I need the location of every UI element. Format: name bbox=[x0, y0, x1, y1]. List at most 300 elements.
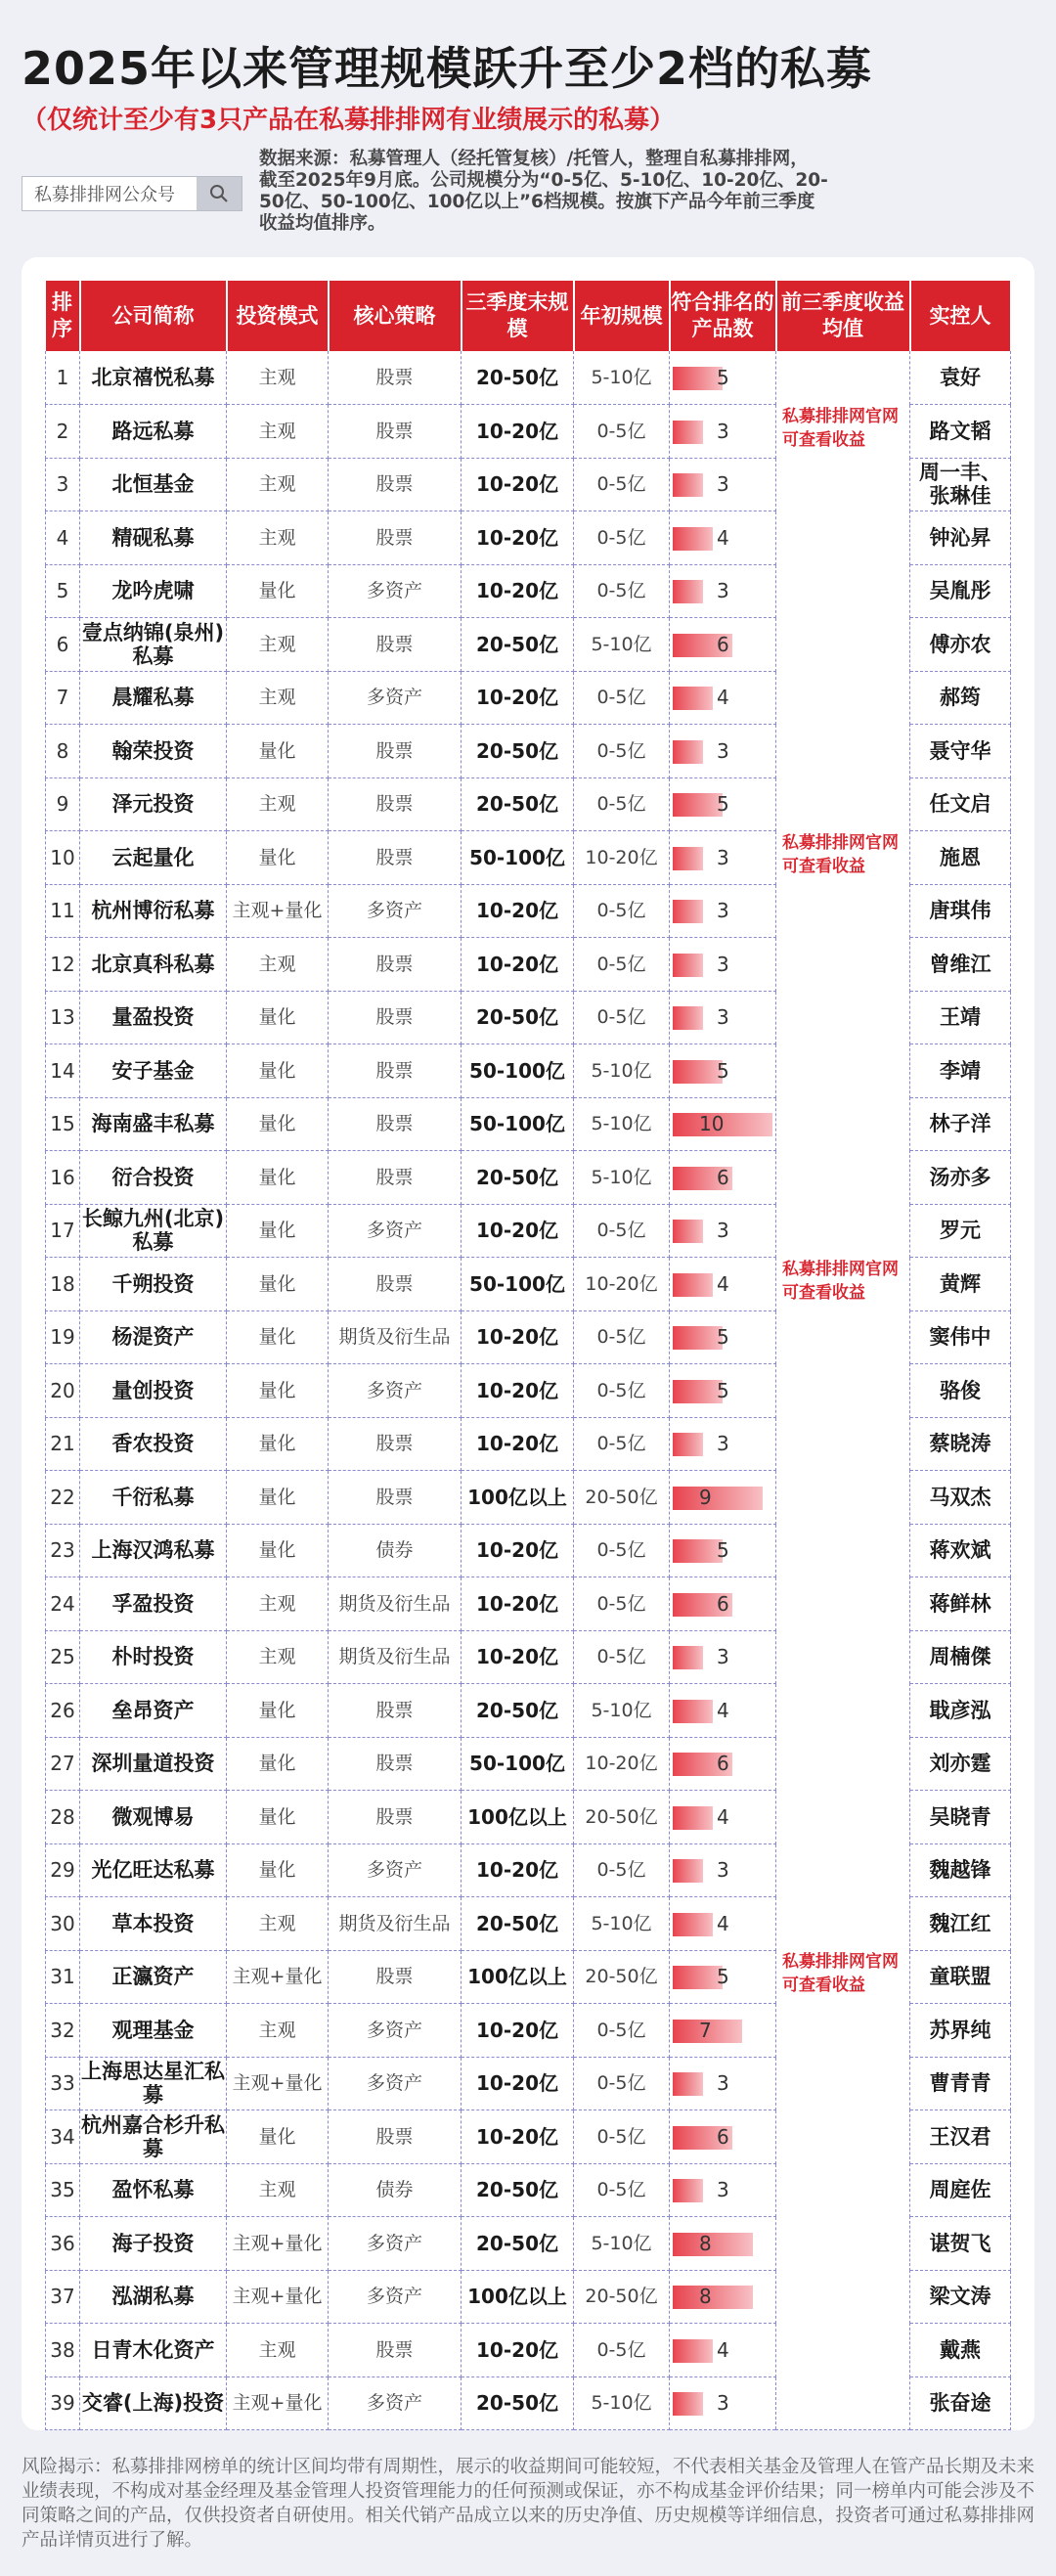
header-mode: 投资模式 bbox=[227, 281, 329, 351]
init-scale-cell: 0-5亿 bbox=[574, 1310, 670, 1364]
init-scale-cell: 0-5亿 bbox=[574, 2110, 670, 2164]
rank-cell: 36 bbox=[46, 2217, 80, 2271]
product-count-cell bbox=[670, 2324, 776, 2377]
page-title: 2025年以来管理规模跃升至少2档的私募 bbox=[22, 42, 873, 95]
product-count-cell bbox=[670, 1897, 776, 1951]
count-value: 5 bbox=[717, 1538, 729, 1563]
rank-cell: 5 bbox=[46, 564, 80, 618]
rank-cell: 27 bbox=[46, 1737, 80, 1791]
count-bar bbox=[673, 1273, 713, 1297]
strategy-cell: 多资产 bbox=[329, 1204, 462, 1258]
init-scale-cell: 0-5亿 bbox=[574, 2324, 670, 2377]
q3-scale-cell: 10-20亿 bbox=[462, 1843, 574, 1897]
rank-cell: 11 bbox=[46, 884, 80, 938]
controller-cell: 窦伟中 bbox=[910, 1310, 1011, 1364]
company-cell: 量盈投资 bbox=[80, 991, 227, 1044]
q3-scale-cell: 10-20亿 bbox=[462, 671, 574, 725]
init-scale-cell: 0-5亿 bbox=[574, 725, 670, 778]
strategy-cell: 债券 bbox=[329, 1524, 462, 1577]
return-note: 私募排排网官网可查看收益 bbox=[782, 406, 899, 450]
init-scale-cell: 5-10亿 bbox=[574, 1897, 670, 1951]
strategy-cell: 股票 bbox=[329, 511, 462, 565]
rank-cell: 25 bbox=[46, 1630, 80, 1684]
product-count-cell bbox=[670, 1204, 776, 1258]
company-cell: 孚盈投资 bbox=[80, 1577, 227, 1631]
init-scale-cell: 0-5亿 bbox=[574, 1364, 670, 1418]
table-header-row bbox=[46, 281, 1011, 351]
product-count-cell bbox=[670, 458, 776, 511]
source-line: 收益均值排序。 bbox=[259, 213, 386, 234]
source-line: 数据来源：私募管理人（经托管复核）/托管人，整理自私募排排网， bbox=[259, 149, 809, 169]
mode-cell: 主观 bbox=[227, 458, 329, 511]
count-bar bbox=[673, 1700, 713, 1723]
mode-cell: 主观 bbox=[227, 405, 329, 459]
strategy-cell: 多资产 bbox=[329, 884, 462, 938]
init-scale-cell: 5-10亿 bbox=[574, 2217, 670, 2271]
mode-cell: 主观+量化 bbox=[227, 2376, 329, 2430]
mode-cell: 量化 bbox=[227, 564, 329, 618]
company-cell: 上海思达星汇私募 bbox=[80, 2057, 227, 2110]
strategy-cell: 股票 bbox=[329, 405, 462, 459]
init-scale-cell: 0-5亿 bbox=[574, 564, 670, 618]
count-bar bbox=[673, 1006, 703, 1030]
controller-cell: 刘亦霆 bbox=[910, 1737, 1011, 1791]
strategy-cell: 股票 bbox=[329, 725, 462, 778]
mode-cell: 主观 bbox=[227, 1897, 329, 1951]
company-cell: 龙吟虎啸 bbox=[80, 564, 227, 618]
header-company: 公司简称 bbox=[80, 281, 227, 351]
init-scale-cell: 0-5亿 bbox=[574, 458, 670, 511]
count-value: 3 bbox=[717, 845, 729, 869]
count-bar bbox=[673, 1326, 723, 1350]
count-value: 6 bbox=[717, 1752, 729, 1776]
count-bar bbox=[673, 473, 703, 497]
strategy-cell: 股票 bbox=[329, 1417, 462, 1471]
q3-scale-cell: 100亿以上 bbox=[462, 1471, 574, 1525]
return-note: 私募排排网官网可查看收益 bbox=[782, 1952, 899, 1995]
company-cell: 北京真科私募 bbox=[80, 938, 227, 992]
q3-scale-cell: 10-20亿 bbox=[462, 1364, 574, 1418]
table-row bbox=[46, 1950, 1011, 2004]
q3-scale-cell: 10-20亿 bbox=[462, 1204, 574, 1258]
product-count-cell bbox=[670, 938, 776, 992]
company-cell: 千朔投资 bbox=[80, 1258, 227, 1311]
strategy-cell: 股票 bbox=[329, 1097, 462, 1151]
count-value: 8 bbox=[699, 2285, 712, 2309]
mode-cell: 量化 bbox=[227, 831, 329, 885]
count-bar bbox=[673, 2233, 753, 2256]
company-cell: 盈怀私募 bbox=[80, 2163, 227, 2217]
count-bar bbox=[673, 1380, 723, 1403]
rank-cell: 28 bbox=[46, 1791, 80, 1844]
q3-scale-cell: 20-50亿 bbox=[462, 991, 574, 1044]
rank-cell: 7 bbox=[46, 671, 80, 725]
product-count-cell bbox=[670, 991, 776, 1044]
rank-cell: 19 bbox=[46, 1310, 80, 1364]
init-scale-cell: 0-5亿 bbox=[574, 1843, 670, 1897]
controller-cell: 施恩 bbox=[910, 831, 1011, 885]
q3-scale-cell: 10-20亿 bbox=[462, 2324, 574, 2377]
rank-cell: 15 bbox=[46, 1097, 80, 1151]
controller-cell: 戢彦泓 bbox=[910, 1684, 1011, 1738]
strategy-cell: 股票 bbox=[329, 1044, 462, 1098]
count-value: 5 bbox=[717, 366, 729, 389]
table-row bbox=[46, 1258, 1011, 1311]
header-strategy: 核心策略 bbox=[329, 281, 462, 351]
q3-scale-cell: 50-100亿 bbox=[462, 831, 574, 885]
count-value: 5 bbox=[717, 1378, 729, 1402]
company-cell: 微观博易 bbox=[80, 1791, 227, 1844]
rank-cell: 18 bbox=[46, 1258, 80, 1311]
count-bar bbox=[673, 527, 713, 551]
rank-cell: 3 bbox=[46, 458, 80, 511]
table-row bbox=[46, 405, 1011, 459]
count-bar bbox=[673, 1539, 723, 1563]
count-value: 6 bbox=[717, 2124, 729, 2149]
data-source-note bbox=[259, 149, 846, 235]
mode-cell: 量化 bbox=[227, 1843, 329, 1897]
q3-scale-cell: 10-20亿 bbox=[462, 1630, 574, 1684]
strategy-cell: 股票 bbox=[329, 351, 462, 405]
rank-cell: 21 bbox=[46, 1417, 80, 1471]
controller-cell: 骆俊 bbox=[910, 1364, 1011, 1418]
rank-cell: 12 bbox=[46, 938, 80, 992]
product-count-cell bbox=[670, 2376, 776, 2430]
count-value: 3 bbox=[717, 1432, 729, 1456]
init-scale-cell: 5-10亿 bbox=[574, 1044, 670, 1098]
count-value: 4 bbox=[717, 2337, 729, 2362]
strategy-cell: 股票 bbox=[329, 1737, 462, 1791]
product-count-cell bbox=[670, 884, 776, 938]
controller-cell: 聂守华 bbox=[910, 725, 1011, 778]
controller-cell: 周一丰、张琳佳 bbox=[910, 458, 1011, 511]
return-note: 私募排排网官网可查看收益 bbox=[782, 1259, 899, 1303]
rank-cell: 17 bbox=[46, 1204, 80, 1258]
company-cell: 草本投资 bbox=[80, 1897, 227, 1951]
count-value: 10 bbox=[699, 1112, 725, 1136]
return-cell bbox=[776, 1950, 910, 2430]
company-cell: 观理基金 bbox=[80, 2004, 227, 2058]
mode-cell: 量化 bbox=[227, 1524, 329, 1577]
count-bar bbox=[673, 2339, 713, 2363]
count-bar bbox=[673, 1913, 713, 1936]
search-input[interactable]: 私募排排网公众号 bbox=[34, 185, 175, 205]
mode-cell: 量化 bbox=[227, 1097, 329, 1151]
count-value: 8 bbox=[699, 2231, 712, 2255]
init-scale-cell: 0-5亿 bbox=[574, 884, 670, 938]
mode-cell: 量化 bbox=[227, 1258, 329, 1311]
q3-scale-cell: 10-20亿 bbox=[462, 2057, 574, 2110]
count-value: 4 bbox=[717, 525, 729, 550]
strategy-cell: 期货及衍生品 bbox=[329, 1630, 462, 1684]
q3-scale-cell: 10-20亿 bbox=[462, 405, 574, 459]
init-scale-cell: 0-5亿 bbox=[574, 777, 670, 831]
count-bar bbox=[673, 580, 703, 603]
mode-cell: 量化 bbox=[227, 1737, 329, 1791]
controller-cell: 蔡晓涛 bbox=[910, 1417, 1011, 1471]
q3-scale-cell: 10-20亿 bbox=[462, 1577, 574, 1631]
mode-cell: 主观+量化 bbox=[227, 1950, 329, 2004]
product-count-cell bbox=[670, 1524, 776, 1577]
init-scale-cell: 5-10亿 bbox=[574, 1151, 670, 1205]
company-cell: 路远私募 bbox=[80, 405, 227, 459]
init-scale-cell: 20-50亿 bbox=[574, 1471, 670, 1525]
count-bar bbox=[673, 1060, 723, 1084]
count-value: 3 bbox=[717, 1219, 729, 1243]
count-value: 3 bbox=[717, 419, 729, 443]
count-bar bbox=[673, 1859, 703, 1883]
return-cell bbox=[776, 405, 910, 831]
product-count-cell bbox=[670, 1364, 776, 1418]
controller-cell: 蒋欢斌 bbox=[910, 1524, 1011, 1577]
q3-scale-cell: 20-50亿 bbox=[462, 1897, 574, 1951]
init-scale-cell: 0-5亿 bbox=[574, 2163, 670, 2217]
strategy-cell: 股票 bbox=[329, 1791, 462, 1844]
header-return: 前三季度收益均值 bbox=[776, 281, 910, 351]
rank-cell: 34 bbox=[46, 2110, 80, 2164]
header-q3-scale: 三季度末规模 bbox=[462, 281, 574, 351]
product-count-cell bbox=[670, 671, 776, 725]
init-scale-cell: 20-50亿 bbox=[574, 1950, 670, 2004]
count-bar bbox=[673, 1220, 703, 1243]
rank-cell: 29 bbox=[46, 1843, 80, 1897]
product-count-cell bbox=[670, 725, 776, 778]
controller-cell: 魏越锋 bbox=[910, 1843, 1011, 1897]
count-value: 3 bbox=[717, 2071, 729, 2096]
controller-cell: 魏江红 bbox=[910, 1897, 1011, 1951]
q3-scale-cell: 20-50亿 bbox=[462, 2163, 574, 2217]
controller-cell: 郝筠 bbox=[910, 671, 1011, 725]
mode-cell: 主观 bbox=[227, 1577, 329, 1631]
q3-scale-cell: 50-100亿 bbox=[462, 1737, 574, 1791]
product-count-cell bbox=[670, 1471, 776, 1525]
init-scale-cell: 0-5亿 bbox=[574, 938, 670, 992]
init-scale-cell: 10-20亿 bbox=[574, 1258, 670, 1311]
count-bar bbox=[673, 2286, 753, 2309]
source-line: 截至2025年9月底。公司规模分为“0-5亿、5-10亿、10-20亿、20- bbox=[259, 170, 828, 191]
return-note: 私募排排网官网可查看收益 bbox=[782, 832, 899, 876]
rank-cell: 38 bbox=[46, 2324, 80, 2377]
company-cell: 上海汉鸿私募 bbox=[80, 1524, 227, 1577]
strategy-cell: 债券 bbox=[329, 2163, 462, 2217]
mode-cell: 主观 bbox=[227, 2324, 329, 2377]
company-cell: 日青木化资产 bbox=[80, 2324, 227, 2377]
rank-cell: 14 bbox=[46, 1044, 80, 1098]
mode-cell: 量化 bbox=[227, 1310, 329, 1364]
controller-cell: 马双杰 bbox=[910, 1471, 1011, 1525]
init-scale-cell: 0-5亿 bbox=[574, 1630, 670, 1684]
rank-cell: 39 bbox=[46, 2376, 80, 2430]
strategy-cell: 股票 bbox=[329, 831, 462, 885]
q3-scale-cell: 10-20亿 bbox=[462, 511, 574, 565]
init-scale-cell: 5-10亿 bbox=[574, 1684, 670, 1738]
company-cell: 量创投资 bbox=[80, 1364, 227, 1418]
q3-scale-cell: 10-20亿 bbox=[462, 564, 574, 618]
company-cell: 香农投资 bbox=[80, 1417, 227, 1471]
strategy-cell: 多资产 bbox=[329, 671, 462, 725]
q3-scale-cell: 10-20亿 bbox=[462, 884, 574, 938]
rank-cell: 37 bbox=[46, 2270, 80, 2324]
product-count-cell bbox=[670, 351, 776, 405]
rank-cell: 8 bbox=[46, 725, 80, 778]
controller-cell: 蒋鲜林 bbox=[910, 1577, 1011, 1631]
product-count-cell bbox=[670, 2163, 776, 2217]
header-rank: 排序 bbox=[46, 281, 80, 351]
search-button[interactable] bbox=[197, 177, 242, 210]
count-value: 3 bbox=[717, 1005, 729, 1030]
company-cell: 杨湜资产 bbox=[80, 1310, 227, 1364]
product-count-cell bbox=[670, 1737, 776, 1791]
strategy-cell: 股票 bbox=[329, 618, 462, 672]
ranking-table bbox=[45, 281, 1012, 2430]
mode-cell: 主观 bbox=[227, 351, 329, 405]
count-value: 5 bbox=[717, 1965, 729, 1989]
controller-cell: 王靖 bbox=[910, 991, 1011, 1044]
rank-cell: 35 bbox=[46, 2163, 80, 2217]
product-count-cell bbox=[670, 511, 776, 565]
mode-cell: 量化 bbox=[227, 1151, 329, 1205]
controller-cell: 任文启 bbox=[910, 777, 1011, 831]
product-count-cell bbox=[670, 1151, 776, 1205]
count-value: 3 bbox=[717, 899, 729, 923]
company-cell: 泽元投资 bbox=[80, 777, 227, 831]
company-cell: 北京禧悦私募 bbox=[80, 351, 227, 405]
count-value: 6 bbox=[717, 632, 729, 656]
strategy-cell: 股票 bbox=[329, 991, 462, 1044]
rank-cell: 32 bbox=[46, 2004, 80, 2058]
search-box[interactable] bbox=[22, 176, 242, 211]
count-bar bbox=[673, 847, 703, 870]
mode-cell: 量化 bbox=[227, 1204, 329, 1258]
strategy-cell: 股票 bbox=[329, 1258, 462, 1311]
strategy-cell: 多资产 bbox=[329, 2057, 462, 2110]
company-cell: 千衍私募 bbox=[80, 1471, 227, 1525]
search-icon bbox=[209, 184, 229, 203]
controller-cell: 袁好 bbox=[910, 351, 1011, 405]
count-bar bbox=[673, 1487, 763, 1510]
rank-cell: 6 bbox=[46, 618, 80, 672]
mode-cell: 主观 bbox=[227, 671, 329, 725]
return-cell bbox=[776, 351, 910, 405]
count-bar bbox=[673, 687, 713, 710]
count-value: 4 bbox=[717, 1911, 729, 1935]
product-count-cell bbox=[670, 1950, 776, 2004]
strategy-cell: 多资产 bbox=[329, 564, 462, 618]
rank-cell: 13 bbox=[46, 991, 80, 1044]
q3-scale-cell: 10-20亿 bbox=[462, 1310, 574, 1364]
init-scale-cell: 5-10亿 bbox=[574, 1097, 670, 1151]
product-count-cell bbox=[670, 1843, 776, 1897]
init-scale-cell: 20-50亿 bbox=[574, 1791, 670, 1844]
header-controller: 实控人 bbox=[910, 281, 1011, 351]
controller-cell: 周楠傑 bbox=[910, 1630, 1011, 1684]
init-scale-cell: 0-5亿 bbox=[574, 2004, 670, 2058]
mode-cell: 主观 bbox=[227, 511, 329, 565]
count-value: 9 bbox=[699, 1485, 712, 1509]
strategy-cell: 股票 bbox=[329, 1151, 462, 1205]
company-cell: 北恒基金 bbox=[80, 458, 227, 511]
product-count-cell bbox=[670, 2217, 776, 2271]
rank-cell: 20 bbox=[46, 1364, 80, 1418]
controller-cell: 路文韬 bbox=[910, 405, 1011, 459]
product-count-cell bbox=[670, 405, 776, 459]
count-bar bbox=[673, 2072, 703, 2096]
strategy-cell: 期货及衍生品 bbox=[329, 1897, 462, 1951]
header-init-scale: 年初规模 bbox=[574, 281, 670, 351]
q3-scale-cell: 100亿以上 bbox=[462, 1791, 574, 1844]
company-cell: 精砚私募 bbox=[80, 511, 227, 565]
count-value: 6 bbox=[717, 1591, 729, 1616]
strategy-cell: 股票 bbox=[329, 777, 462, 831]
controller-cell: 吴晓青 bbox=[910, 1791, 1011, 1844]
table-row bbox=[46, 831, 1011, 885]
count-bar bbox=[673, 1806, 713, 1830]
init-scale-cell: 0-5亿 bbox=[574, 2057, 670, 2110]
strategy-cell: 股票 bbox=[329, 1950, 462, 2004]
product-count-cell bbox=[670, 2004, 776, 2058]
controller-cell: 罗元 bbox=[910, 1204, 1011, 1258]
controller-cell: 唐琪伟 bbox=[910, 884, 1011, 938]
init-scale-cell: 0-5亿 bbox=[574, 511, 670, 565]
rank-cell: 33 bbox=[46, 2057, 80, 2110]
count-value: 3 bbox=[717, 472, 729, 497]
mode-cell: 主观 bbox=[227, 777, 329, 831]
count-bar bbox=[673, 900, 703, 923]
q3-scale-cell: 20-50亿 bbox=[462, 1684, 574, 1738]
count-value: 5 bbox=[717, 792, 729, 817]
init-scale-cell: 0-5亿 bbox=[574, 1204, 670, 1258]
product-count-cell bbox=[670, 831, 776, 885]
controller-cell: 吴胤彤 bbox=[910, 564, 1011, 618]
product-count-cell bbox=[670, 1310, 776, 1364]
mode-cell: 主观 bbox=[227, 2163, 329, 2217]
q3-scale-cell: 10-20亿 bbox=[462, 2110, 574, 2164]
mode-cell: 量化 bbox=[227, 1044, 329, 1098]
count-bar bbox=[673, 367, 723, 390]
init-scale-cell: 0-5亿 bbox=[574, 1417, 670, 1471]
rank-cell: 26 bbox=[46, 1684, 80, 1738]
count-bar bbox=[673, 421, 703, 444]
q3-scale-cell: 20-50亿 bbox=[462, 1151, 574, 1205]
q3-scale-cell: 50-100亿 bbox=[462, 1258, 574, 1311]
strategy-cell: 股票 bbox=[329, 2324, 462, 2377]
controller-cell: 王汉君 bbox=[910, 2110, 1011, 2164]
product-count-cell bbox=[670, 1044, 776, 1098]
count-value: 4 bbox=[717, 1804, 729, 1829]
count-value: 5 bbox=[717, 1325, 729, 1350]
count-bar bbox=[673, 1433, 703, 1456]
mode-cell: 量化 bbox=[227, 1684, 329, 1738]
count-bar bbox=[673, 1646, 703, 1669]
company-cell: 朴时投资 bbox=[80, 1630, 227, 1684]
mode-cell: 量化 bbox=[227, 1471, 329, 1525]
count-bar bbox=[673, 740, 703, 764]
controller-cell: 钟沁昇 bbox=[910, 511, 1011, 565]
controller-cell: 曹青青 bbox=[910, 2057, 1011, 2110]
company-cell: 海子投资 bbox=[80, 2217, 227, 2271]
rank-cell: 2 bbox=[46, 405, 80, 459]
product-count-cell bbox=[670, 777, 776, 831]
q3-scale-cell: 20-50亿 bbox=[462, 777, 574, 831]
init-scale-cell: 10-20亿 bbox=[574, 831, 670, 885]
strategy-cell: 股票 bbox=[329, 2110, 462, 2164]
strategy-cell: 股票 bbox=[329, 1684, 462, 1738]
controller-cell: 张奋途 bbox=[910, 2376, 1011, 2430]
init-scale-cell: 5-10亿 bbox=[574, 2376, 670, 2430]
product-count-cell bbox=[670, 618, 776, 672]
strategy-cell: 多资产 bbox=[329, 2217, 462, 2271]
count-value: 7 bbox=[699, 2018, 712, 2042]
